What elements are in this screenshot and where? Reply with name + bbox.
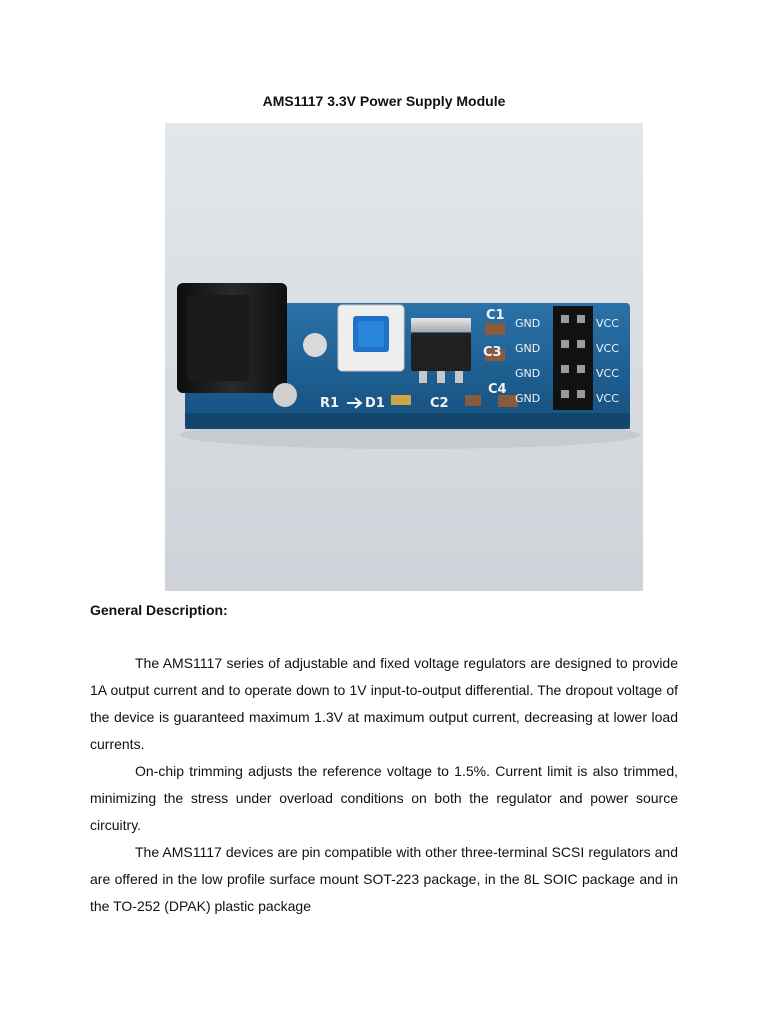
silk-gnd-2: GND xyxy=(515,342,541,355)
module-photo xyxy=(165,123,643,591)
led-d1 xyxy=(391,395,411,405)
description-body xyxy=(90,650,678,920)
paragraph-1: The AMS1117 series of adjustable and fixed voltage regulators are designed to provide 1A output current and to operate down to 1V input-to-output differential. The dropout voltage of the device is guaranteed maximum 1.3V at maximum output current, decreasing at lower load currents. xyxy=(90,655,678,752)
silk-vcc-1: VCC xyxy=(596,317,619,330)
page-title: AMS1117 3.3V Power Supply Module xyxy=(262,93,506,109)
pcb-illustration xyxy=(165,123,643,591)
pcb-edge xyxy=(185,413,630,429)
power-switch xyxy=(338,305,404,371)
silk-vcc-4: VCC xyxy=(596,392,619,405)
capacitor-c1 xyxy=(485,323,505,335)
silk-gnd-3: GND xyxy=(515,367,541,380)
pin-header xyxy=(553,306,593,410)
silk-gnd-1: GND xyxy=(515,317,541,330)
paragraph-3: The AMS1117 devices are pin compatible with other three-terminal SCSI regulators and are offered in the low profile surface mount SOT-223 package, in the 8L SOIC package and in the TO-252 (DPAK) plastic package xyxy=(90,844,678,914)
silk-c2: C2 xyxy=(430,396,449,411)
paragraph-2: On-chip trimming adjusts the reference voltage to 1.5%. Current limit is also trimmed, minimizing the stress under overload conditions on both the regulator and power source circuitry. xyxy=(90,763,678,833)
silk-c1: C1 xyxy=(486,308,505,323)
silk-gnd-4: GND xyxy=(515,392,541,405)
silk-vcc-3: VCC xyxy=(596,367,619,380)
silk-vcc-2: VCC xyxy=(596,342,619,355)
silk-r1: R1 xyxy=(320,396,340,411)
section-heading: General Description: xyxy=(90,602,228,618)
silk-c4: C4 xyxy=(488,382,507,397)
silk-c3: C3 xyxy=(483,345,502,360)
silk-d1: D1 xyxy=(365,396,385,411)
capacitor-c2-body xyxy=(465,395,481,406)
ams1117-regulator xyxy=(411,318,471,383)
